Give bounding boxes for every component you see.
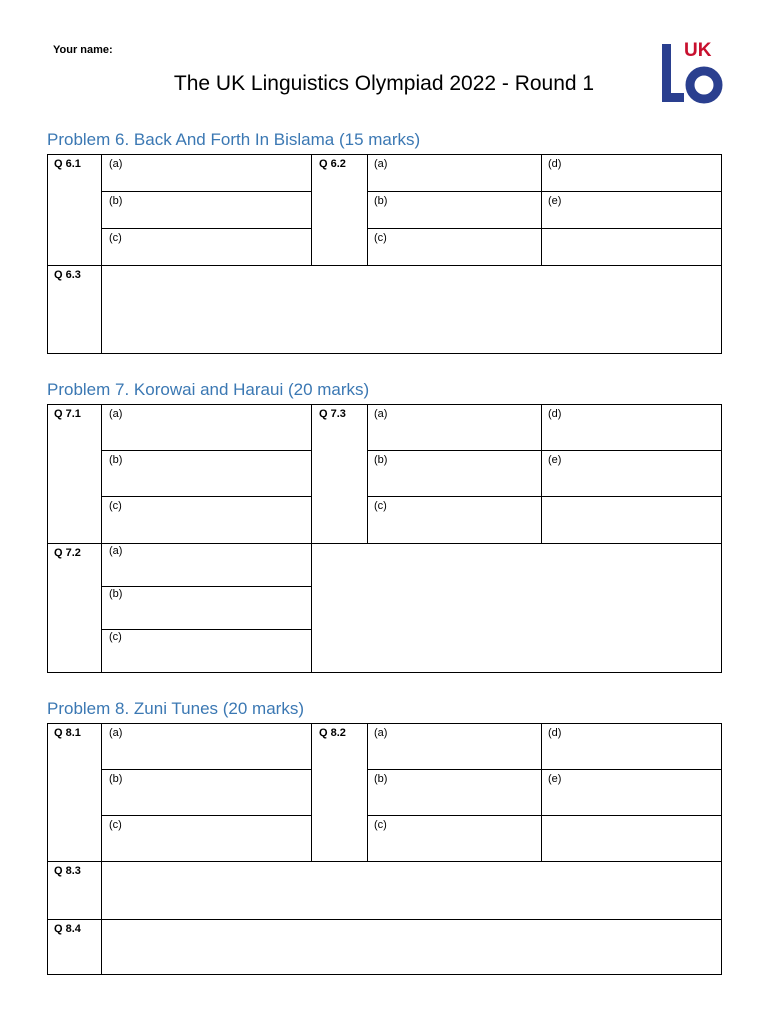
q7-1c-label: (c) [109, 500, 122, 512]
q8-2b-label: (b) [374, 773, 388, 785]
q8-1c-label: (c) [109, 819, 122, 831]
q8-4-answer-box[interactable] [101, 919, 722, 975]
q6-2a-label: (a) [374, 158, 388, 170]
q7-3-label: Q 7.3 [319, 408, 346, 420]
q7-2b-answer-box[interactable] [101, 586, 312, 630]
q7-2a-label: (a) [109, 545, 123, 557]
q6-3-answer-box[interactable] [101, 265, 722, 354]
q7-1-label: Q 7.1 [54, 408, 81, 420]
q8-4-label: Q 8.4 [54, 923, 81, 935]
q8-1-label: Q 8.1 [54, 727, 81, 739]
q8-2d-label: (d) [548, 727, 562, 739]
q6-1c-label: (c) [109, 232, 122, 244]
q8-1a-label: (a) [109, 727, 123, 739]
q6-2d-label: (d) [548, 158, 562, 170]
q7-3c-answer-box[interactable] [367, 496, 542, 544]
q7-1-label-cell [47, 404, 102, 544]
q8-1b-label: (b) [109, 773, 123, 785]
q6-1-label-cell [47, 154, 102, 266]
q8-1b-answer-box[interactable] [101, 769, 312, 816]
q8-2c-answer-box[interactable] [367, 815, 542, 862]
page-title: The UK Linguistics Olympiad 2022 - Round 1 [173, 72, 595, 95]
q6-2e-label: (e) [548, 195, 562, 207]
q8-2b-answer-box[interactable] [367, 769, 542, 816]
q8-2-empty-box [541, 815, 722, 862]
q8-1c-answer-box[interactable] [101, 815, 312, 862]
q6-2a-answer-box[interactable] [367, 154, 542, 192]
q6-1a-label: (a) [109, 158, 123, 170]
q8-2a-answer-box[interactable] [367, 723, 542, 770]
q7-3e-label: (e) [548, 454, 562, 466]
q8-2d-answer-box[interactable] [541, 723, 722, 770]
q6-1b-label: (b) [109, 195, 123, 207]
q7-1a-label: (a) [109, 408, 123, 420]
q6-1b-answer-box[interactable] [101, 191, 312, 229]
q7-3-label-cell [311, 404, 368, 544]
q7-3a-answer-box[interactable] [367, 404, 542, 451]
q7-2c-answer-box[interactable] [101, 629, 312, 673]
q6-2-label-cell [311, 154, 368, 266]
q7-1c-answer-box[interactable] [101, 496, 312, 544]
your-name-label: Your name: [53, 44, 113, 56]
q7-2-label: Q 7.2 [54, 547, 81, 559]
q6-2c-answer-box[interactable] [367, 228, 542, 266]
q8-2-label-cell [311, 723, 368, 862]
q6-3-label: Q 6.3 [54, 269, 81, 281]
q7-3b-label: (b) [374, 454, 388, 466]
q8-3-answer-box[interactable] [101, 861, 722, 920]
q7-2-label-cell [47, 543, 102, 673]
q8-1-label-cell [47, 723, 102, 862]
q7-3b-answer-box[interactable] [367, 450, 542, 497]
q8-2e-label: (e) [548, 773, 562, 785]
q7-3d-label: (d) [548, 408, 562, 420]
q6-2e-answer-box[interactable] [541, 191, 722, 229]
problem-7-heading: Problem 7. Korowai and Haraui (20 marks) [47, 380, 370, 399]
logo-uk-text: UK [684, 40, 712, 61]
q7-2c-label: (c) [109, 631, 122, 643]
problem-6-heading: Problem 6. Back And Forth In Bislama (15 marks) [47, 130, 421, 149]
problem-8-heading: Problem 8. Zuni Tunes (20 marks) [47, 699, 304, 718]
q7-1b-label: (b) [109, 454, 123, 466]
q8-1a-answer-box[interactable] [101, 723, 312, 770]
q8-2a-label: (a) [374, 727, 388, 739]
q6-1a-answer-box[interactable] [101, 154, 312, 192]
q6-2d-answer-box[interactable] [541, 154, 722, 192]
q7-1b-answer-box[interactable] [101, 450, 312, 497]
q7-2a-answer-box[interactable] [101, 543, 312, 587]
q7-3c-label: (c) [374, 500, 387, 512]
q6-2b-answer-box[interactable] [367, 191, 542, 229]
q6-2-label: Q 6.2 [319, 158, 346, 170]
q8-2e-answer-box[interactable] [541, 769, 722, 816]
q8-2-label: Q 8.2 [319, 727, 346, 739]
q7-3e-answer-box[interactable] [541, 450, 722, 497]
q6-2-empty-box [541, 228, 722, 266]
q6-2b-label: (b) [374, 195, 388, 207]
q7-1a-answer-box[interactable] [101, 404, 312, 451]
q7-3d-answer-box[interactable] [541, 404, 722, 451]
q6-1-label: Q 6.1 [54, 158, 81, 170]
q8-2c-label: (c) [374, 819, 387, 831]
q6-1c-answer-box[interactable] [101, 228, 312, 266]
q7-2b-label: (b) [109, 588, 123, 600]
q7-3a-label: (a) [374, 408, 388, 420]
q6-2c-label: (c) [374, 232, 387, 244]
q8-3-label: Q 8.3 [54, 865, 81, 877]
ukolo-logo [660, 40, 724, 106]
q7-3-empty-box [541, 496, 722, 544]
q7-2-blank-area [311, 543, 722, 673]
